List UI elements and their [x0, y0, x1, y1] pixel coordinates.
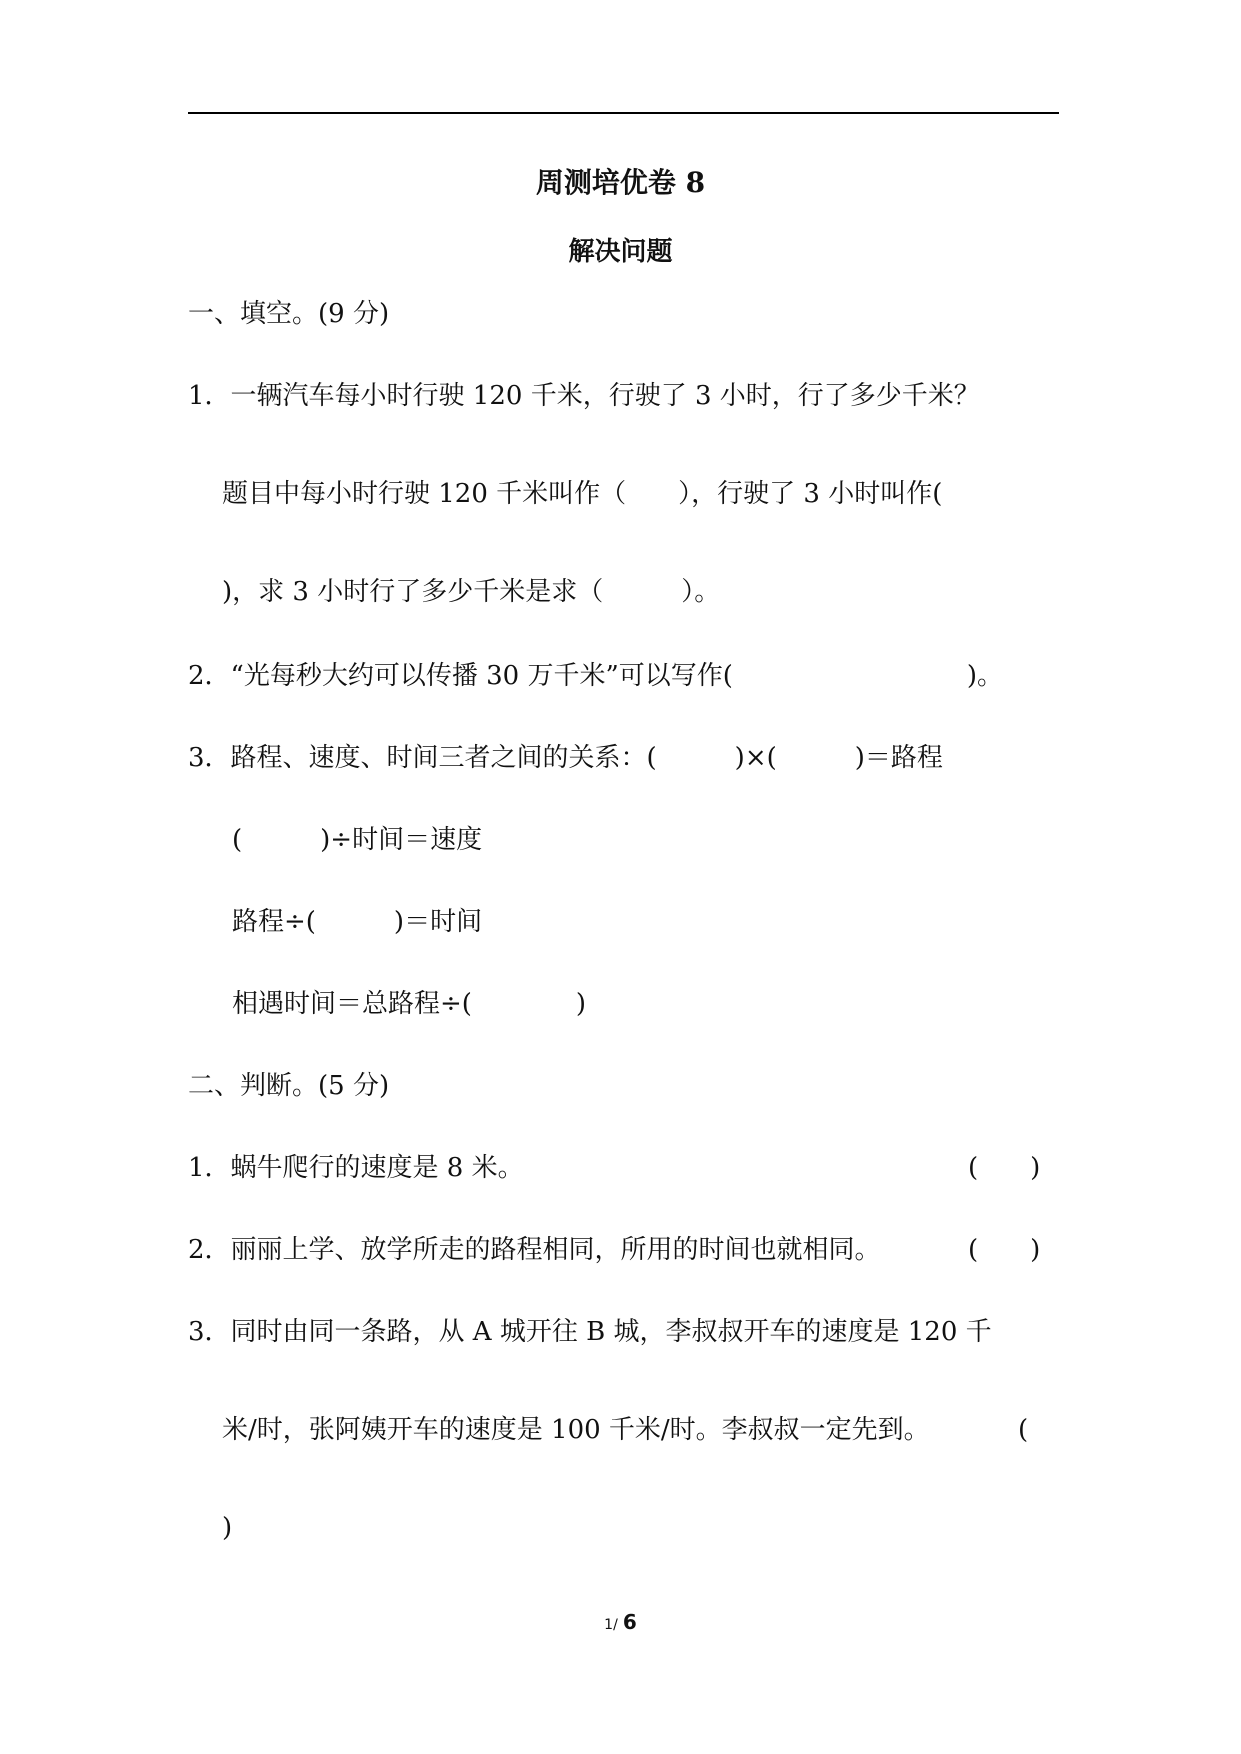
question-1-3-line-3: 路程÷( )＝时间 — [232, 907, 483, 937]
answer-paren-2-1: ( ) — [968, 1153, 1041, 1183]
page-number-total: 6 — [622, 1610, 637, 1634]
section-heading-judge: 二、判断。(5 分) — [188, 1071, 390, 1101]
question-2-3-line-2: 米/时，张阿姨开车的速度是 100 千米/时。李叔叔一定先到。 — [222, 1415, 930, 1445]
question-1-3-line-1: 3．路程、速度、时间三者之间的关系：( )×( )＝路程 — [188, 743, 943, 773]
page-number — [0, 1610, 1241, 1634]
section-heading-fill-blank: 一、填空。(9 分) — [188, 299, 390, 329]
page-number-current: 1/ — [604, 1617, 618, 1633]
header-rule — [188, 112, 1059, 114]
question-1-1-line-1: 1．一辆汽车每小时行驶 120 千米，行驶了 3 小时，行了多少千米？ — [188, 381, 980, 411]
question-1-3-line-4: 相遇时间＝总路程÷( ) — [232, 989, 587, 1019]
page-title: 周测培优卷 8 — [535, 166, 706, 199]
question-2-2: 2．丽丽上学、放学所走的路程相同，所用的时间也就相同。 — [188, 1235, 881, 1265]
question-2-3-line-1: 3．同时由同一条路，从 A 城开往 B 城，李叔叔开车的速度是 120 千 — [188, 1317, 992, 1347]
question-1-2: 2．“光每秒大约可以传播 30 万千米”可以写作( )。 — [188, 661, 1004, 691]
answer-paren-open-2-3: ( — [1018, 1415, 1029, 1445]
question-1-1-line-3: )，求 3 小时行了多少千米是求（ ）。 — [222, 577, 721, 607]
question-1-1-line-2: 题目中每小时行驶 120 千米叫作（ ），行驶了 3 小时叫作( — [222, 479, 943, 509]
question-1-3-line-2: ( )÷时间＝速度 — [232, 825, 483, 855]
answer-paren-2-2: ( ) — [968, 1235, 1041, 1265]
page-subtitle: 解决问题 — [568, 237, 673, 267]
answer-paren-close-2-3: ) — [222, 1513, 233, 1543]
question-2-1: 1．蜗牛爬行的速度是 8 米。 — [188, 1153, 524, 1183]
